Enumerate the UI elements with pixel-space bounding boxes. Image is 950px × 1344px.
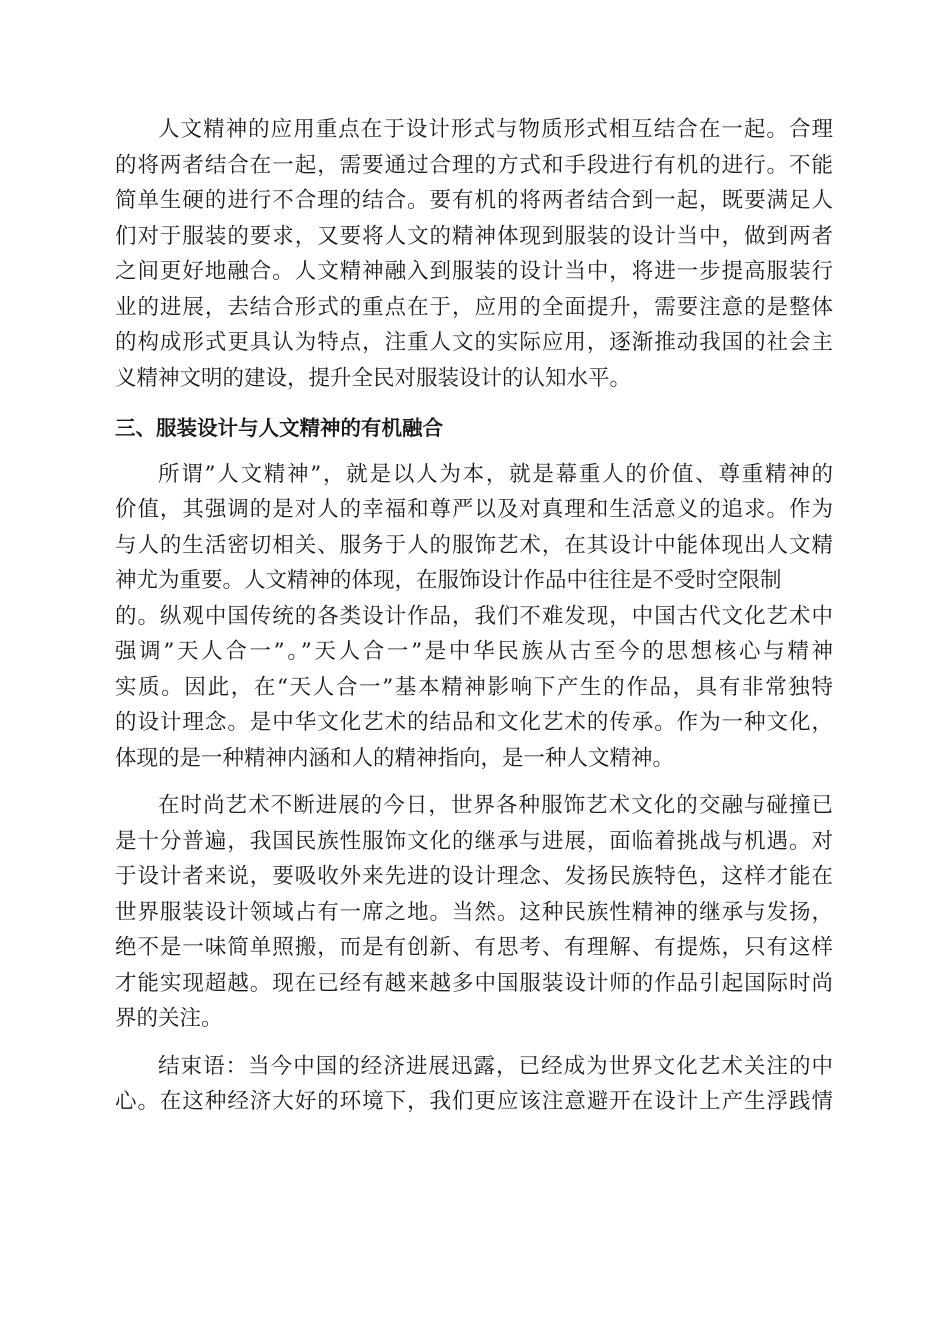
text-line: 之间更好地融合。人文精神融入到服装的设计当中，将进一步提高服装行 [115, 259, 833, 284]
paragraph-2 [115, 457, 833, 777]
text-line: 神尤为重要。人文精神的体现，在服饰设计作品中往往是不受时空限制 [115, 568, 782, 593]
text-line: 心。在这种经济大好的环境下，我们更应该注意避开在设计上产生浮践情 [115, 1089, 833, 1114]
text-line: 是十分普遍，我国民族性服饰文化的继承与进展，面临着挑战与机遇。对 [115, 828, 833, 854]
text-line: 界的关注。 [115, 1006, 223, 1031]
text-line: 实质。因此，在“天人合一”基本精神影响下产生的作品，具有非常独特 [115, 674, 833, 700]
text-line: 强调”天人合一”。”天人合一”是中华民族从古至今的思想核心与精神 [115, 639, 833, 664]
paragraph-1 [115, 112, 833, 396]
paragraph-3 [115, 788, 833, 1037]
paragraph-4 [115, 1049, 833, 1120]
text-line: 的构成形式更具认为特点，注重人文的实际应用，逐渐推动我国的社会主 [115, 330, 833, 355]
section-heading: 三、服装设计与人文精神的有机融合 [115, 416, 443, 440]
text-line: 在时尚艺术不断进展的今日，世界各种服饰艺术文化的交融与碰撞已 [158, 793, 833, 818]
text-line: 世界服装设计领域占有一席之地。当然。这种民族性精神的继承与发扬， [115, 899, 833, 925]
text-line: 与人的生活密切相关、服务于人的服饰艺术，在其设计中能体现出人文精 [115, 532, 833, 558]
text-line: 简单生硬的进行不合理的结合。要有机的将两者结合到一起，既要满足人 [115, 188, 833, 213]
text-line: 结束语：当今中国的经济进展迅露，已经成为世界文化艺术关注的中 [158, 1053, 833, 1079]
text-line: 所谓”人文精神”，就是以人为本，就是幕重人的价值、尊重精神的 [158, 461, 833, 487]
text-line: 义精神文明的建设，提升全民对服装设计的认知水平。 [115, 365, 632, 391]
text-line: 的。纵观中国传统的各类设计作品，我们不难发现，中国古代文化艺术中 [115, 603, 833, 629]
text-line: 于设计者来说，要吸收外来先进的设计理念、发扬民族特色，这样才能在 [115, 864, 833, 889]
text-line: 体现的是一种精神内涵和人的精神指向，是一种人文精神。 [115, 745, 675, 771]
text-line: 的将两者结合在一起，需要通过合理的方式和手段进行有机的进行。不能 [115, 152, 833, 178]
text-line: 人文精神的应用重点在于设计形式与物质形式相互结合在一起。合理 [158, 117, 833, 142]
text-line: 绝不是一味简单照搬，而是有创新、有思考、有理解、有提炼，只有这样 [115, 935, 833, 960]
document-page [115, 112, 833, 1120]
text-line: 价值，其强调的是对人的幸福和尊严以及对真理和生活意义的追求。作为 [115, 497, 833, 522]
text-line: 业的进展，去结合形式的重点在于，应用的全面提升，需要注意的是整体 [115, 294, 833, 320]
text-line: 们对于服装的要求，又要将人文的精神体现到服装的设计当中，做到两者 [115, 223, 833, 249]
text-line: 的设计理念。是中华文化艺术的结品和文化艺术的传承。作为一种文化， [115, 710, 833, 735]
text-line: 才能实现超越。现在已经有越来越多中国服装设计师的作品引起国际时尚 [115, 970, 833, 996]
